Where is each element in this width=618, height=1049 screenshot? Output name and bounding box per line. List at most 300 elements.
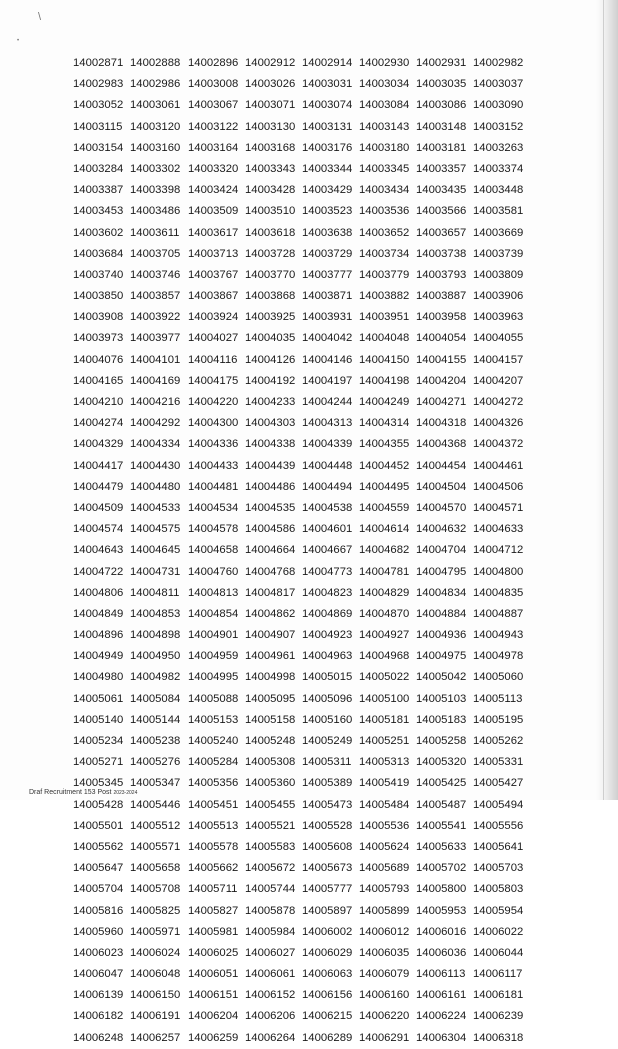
roll-number-cell: 14003031 [302, 78, 353, 91]
roll-number-cell: 14004244 [302, 396, 353, 408]
roll-number-cell: 14004813 [188, 586, 239, 599]
roll-number-cell: 14005647 [73, 862, 124, 875]
roll-number-cell: 14005953 [416, 904, 467, 917]
roll-number-cell: 14003684 [73, 247, 124, 260]
roll-number-cell: 14006139 [73, 989, 124, 1002]
roll-number-cell: 14005158 [245, 713, 296, 726]
roll-number-cell: 14004076 [73, 353, 124, 366]
roll-number-cell: 14004978 [473, 650, 524, 663]
page-edge-line [603, 0, 604, 800]
roll-number-cell: 14003963 [473, 311, 524, 324]
roll-number-cell: 14002912 [245, 57, 296, 69]
roll-number-cell: 14004509 [73, 501, 124, 514]
roll-number-cell: 14006289 [302, 1031, 353, 1044]
roll-number-cell: 14004907 [245, 629, 296, 642]
roll-number-cell: 14004829 [359, 586, 410, 599]
roll-number-cell: 14005800 [416, 883, 467, 896]
roll-number-cell: 14004461 [473, 459, 524, 472]
roll-number-cell: 14006257 [130, 1031, 181, 1044]
roll-number-cell: 14003581 [473, 205, 524, 218]
roll-number-cell: 14004336 [188, 438, 239, 451]
roll-number-cell: 14005446 [130, 798, 181, 811]
roll-number-cell: 14004157 [473, 353, 524, 366]
roll-number-cell: 14004169 [130, 374, 181, 387]
roll-number-cell: 14005022 [359, 671, 410, 684]
roll-number-cell: 14005345 [73, 777, 124, 790]
roll-number-cell: 14003705 [130, 247, 181, 260]
roll-number-cell: 14006304 [416, 1031, 467, 1044]
roll-number-cell: 14006036 [416, 946, 467, 959]
roll-number-cell: 14005689 [359, 862, 410, 875]
roll-number-cell: 14005251 [359, 735, 410, 747]
roll-number-cell: 14005311 [302, 756, 352, 769]
roll-number-cell: 14005971 [130, 925, 181, 938]
roll-number-cell: 14005425 [416, 777, 467, 790]
roll-number-cell: 14003143 [359, 120, 410, 133]
roll-number-cell: 14003740 [73, 268, 124, 281]
scan-dot: • [17, 38, 20, 44]
roll-number-cell: 14003074 [302, 99, 353, 112]
footer-year: 2023-2024 [113, 790, 138, 796]
roll-number-cell: 14006215 [302, 1010, 353, 1023]
roll-number-cell: 14003374 [473, 162, 524, 175]
roll-number-cell: 14003160 [130, 141, 181, 154]
roll-number-cell: 14004197 [302, 374, 353, 387]
roll-number-cell: 14004682 [359, 544, 410, 557]
roll-number-cell: 14005703 [473, 862, 524, 875]
roll-number-cell: 14003120 [130, 120, 181, 133]
roll-number-cell: 14003951 [359, 311, 410, 324]
roll-number-cell: 14004210 [73, 396, 124, 408]
roll-number-cell: 14005320 [416, 756, 467, 769]
roll-number-cell: 14006220 [359, 1010, 410, 1023]
roll-number-cell: 14004454 [416, 459, 467, 472]
roll-number-cell: 14005276 [130, 756, 181, 769]
roll-number-cell: 14006160 [359, 989, 410, 1002]
roll-number-cell: 14004795 [416, 565, 467, 578]
roll-number-cell: 14005711 [188, 883, 238, 896]
roll-number-cell: 14003302 [130, 162, 181, 175]
roll-number-cell: 14004817 [245, 586, 296, 599]
roll-number-cell: 14004943 [473, 629, 524, 642]
roll-number-cell: 14004781 [359, 565, 410, 578]
roll-number-cell: 14005428 [73, 798, 124, 811]
roll-number-cell: 14002982 [473, 57, 524, 69]
roll-number-cell: 14003037 [473, 78, 524, 91]
roll-number-cell: 14005641 [473, 840, 524, 853]
roll-number-cell: 14003746 [130, 268, 181, 281]
roll-number-cell: 14004433 [188, 459, 239, 472]
roll-number-cell: 14004027 [188, 332, 239, 345]
roll-number-cell: 14006048 [130, 968, 181, 981]
roll-number-cell: 14003652 [359, 226, 410, 239]
roll-number-cell: 14006117 [473, 968, 523, 981]
roll-number-cell: 14003867 [188, 290, 239, 303]
roll-number-cell: 14003871 [302, 290, 353, 303]
roll-number-cell: 14005513 [188, 819, 239, 832]
roll-number-grid [73, 53, 598, 1049]
roll-number-cell: 14005347 [130, 777, 181, 790]
roll-number-cell: 14005984 [245, 925, 296, 938]
roll-number-cell: 14004313 [302, 417, 353, 430]
roll-number-cell: 14004314 [359, 417, 410, 430]
roll-number-cell: 14005827 [188, 904, 239, 917]
roll-number-cell: 14003931 [302, 311, 353, 324]
roll-number-cell: 14005562 [73, 840, 124, 853]
roll-number-cell: 14006063 [302, 968, 353, 981]
roll-number-cell: 14003398 [130, 184, 181, 197]
roll-number-cell: 14004126 [245, 353, 296, 366]
roll-number-cell: 14005673 [302, 862, 353, 875]
roll-number-cell: 14003176 [302, 141, 353, 154]
roll-number-cell: 14005487 [416, 798, 467, 811]
roll-number-cell: 14004504 [416, 480, 467, 493]
roll-number-cell: 14004849 [73, 607, 124, 620]
roll-number-cell: 14006113 [416, 968, 466, 981]
roll-number-cell: 14006156 [302, 989, 353, 1002]
roll-number-cell: 14003739 [473, 247, 524, 260]
roll-number-cell: 14003061 [130, 99, 181, 112]
roll-number-cell: 14006151 [188, 989, 239, 1002]
roll-number-cell: 14003052 [73, 99, 124, 112]
roll-number-cell: 14004055 [473, 332, 524, 345]
roll-number-cell: 14005501 [73, 819, 124, 832]
roll-number-cell: 14006027 [245, 946, 296, 959]
roll-number-cell: 14004054 [416, 332, 467, 345]
roll-number-cell: 14005662 [188, 862, 239, 875]
roll-number-cell: 14004292 [130, 417, 181, 430]
roll-number-cell: 14003428 [245, 184, 296, 197]
roll-number-cell: 14003343 [245, 162, 296, 175]
roll-number-cell: 14005240 [188, 735, 239, 747]
roll-number-cell: 14003657 [416, 226, 467, 239]
roll-number-cell: 14005708 [130, 883, 181, 896]
roll-number-cell: 14004823 [302, 586, 353, 599]
roll-number-cell: 14004538 [302, 501, 353, 514]
roll-number-cell: 14005419 [359, 777, 410, 790]
roll-number-cell: 14003434 [359, 184, 410, 197]
roll-number-cell: 14004901 [188, 629, 239, 642]
roll-number-cell: 14003424 [188, 184, 239, 197]
roll-number-cell: 14004887 [473, 607, 524, 620]
roll-number-cell: 14003738 [416, 247, 467, 260]
roll-number-cell: 14004760 [188, 565, 239, 578]
roll-number-cell: 14003922 [130, 311, 181, 324]
roll-number-cell: 14004303 [245, 417, 296, 430]
roll-number-cell: 14004869 [302, 607, 353, 620]
roll-number-cell: 14003152 [473, 120, 524, 133]
roll-number-cell: 14006150 [130, 989, 181, 1002]
roll-number-cell: 14003793 [416, 268, 467, 281]
scan-mark: \ [38, 11, 42, 23]
roll-number-cell: 14004835 [473, 586, 524, 599]
roll-number-cell: 14004534 [188, 501, 239, 514]
roll-number-cell: 14004339 [302, 438, 353, 451]
roll-number-cell: 14005981 [188, 925, 239, 938]
roll-number-cell: 14005960 [73, 925, 124, 938]
roll-number-cell: 14003638 [302, 226, 353, 239]
roll-number-cell: 14004155 [416, 353, 467, 366]
roll-number-cell: 14005271 [73, 756, 124, 769]
roll-number-cell: 14003180 [359, 141, 410, 154]
roll-number-cell: 14005672 [245, 862, 296, 875]
roll-number-cell: 14003779 [359, 268, 410, 281]
roll-number-cell: 14003357 [416, 162, 467, 175]
roll-number-cell: 14006239 [473, 1010, 524, 1023]
roll-number-cell: 14005825 [130, 904, 181, 917]
roll-number-cell: 14006206 [245, 1010, 296, 1023]
roll-number-cell: 14004667 [302, 544, 353, 557]
roll-number-cell: 14004300 [188, 417, 239, 430]
roll-number-cell: 14004204 [416, 374, 467, 387]
roll-number-cell: 14004927 [359, 629, 410, 642]
roll-number-cell: 14003536 [359, 205, 410, 218]
roll-number-cell: 14005816 [73, 904, 124, 917]
roll-number-cell: 14004586 [245, 523, 296, 536]
roll-number-cell: 14005541 [416, 819, 467, 832]
roll-number-cell: 14004494 [302, 480, 353, 493]
roll-number-cell: 14004800 [473, 565, 524, 578]
roll-number-cell: 14004664 [245, 544, 296, 557]
roll-number-cell: 14006024 [130, 946, 181, 959]
roll-number-cell: 14003122 [188, 120, 239, 133]
roll-number-cell: 14004975 [416, 650, 467, 663]
roll-number-cell: 14004216 [130, 396, 181, 408]
roll-number-cell: 14004372 [473, 438, 524, 451]
roll-number-cell: 14003067 [188, 99, 239, 112]
roll-number-cell: 14004326 [473, 417, 524, 430]
roll-number-cell: 14003026 [245, 78, 296, 91]
roll-number-cell: 14004601 [302, 523, 353, 536]
roll-number-cell: 14003115 [73, 120, 123, 133]
roll-number-cell: 14004198 [359, 374, 410, 387]
roll-number-cell: 14004207 [473, 374, 524, 387]
roll-number-cell: 14003284 [73, 162, 124, 175]
roll-number-cell: 14005897 [302, 904, 353, 917]
roll-number-cell: 14005195 [473, 713, 524, 726]
roll-number-cell: 14004853 [130, 607, 181, 620]
roll-number-cell: 14004233 [245, 396, 296, 408]
page-edge-shadow [596, 0, 618, 800]
roll-number-cell: 14005284 [188, 756, 239, 769]
roll-number-cell: 14003387 [73, 184, 124, 197]
roll-number-cell: 14004165 [73, 374, 124, 387]
roll-number-cell: 14005578 [188, 840, 239, 853]
roll-number-cell: 14004480 [130, 480, 181, 493]
roll-number-cell: 14003713 [188, 247, 239, 260]
roll-number-cell: 14005113 [473, 692, 523, 705]
roll-number-cell: 14003181 [416, 141, 467, 154]
roll-number-cell: 14006224 [416, 1010, 467, 1023]
roll-number-cell: 14003734 [359, 247, 410, 260]
roll-number-cell: 14005658 [130, 862, 181, 875]
roll-number-cell: 14004355 [359, 438, 410, 451]
roll-number-cell: 14005153 [188, 713, 239, 726]
roll-number-cell: 14003035 [416, 78, 467, 91]
roll-number-cell: 14002871 [73, 57, 124, 69]
roll-number-cell: 14004980 [73, 671, 124, 684]
roll-number-cell: 14003882 [359, 290, 410, 303]
roll-number-cell: 14002888 [130, 57, 181, 69]
roll-number-cell: 14005015 [302, 671, 353, 684]
roll-number-cell: 14005528 [302, 819, 353, 832]
page-footer [29, 789, 137, 796]
roll-number-cell: 14004982 [130, 671, 181, 684]
roll-number-cell: 14003090 [473, 99, 524, 112]
roll-number-cell: 14005494 [473, 798, 524, 811]
roll-number-cell: 14004806 [73, 586, 124, 599]
roll-number-cell: 14003618 [245, 226, 296, 239]
roll-number-cell: 14004338 [245, 438, 296, 451]
roll-number-cell: 14004271 [416, 396, 467, 408]
roll-number-cell: 14004439 [245, 459, 296, 472]
roll-number-cell: 14004559 [359, 501, 410, 514]
roll-number-cell: 14004495 [359, 480, 410, 493]
roll-number-cell: 14003164 [188, 141, 239, 154]
roll-number-cell: 14006181 [473, 989, 524, 1002]
roll-number-cell: 14004146 [302, 353, 353, 366]
roll-number-cell: 14006002 [302, 925, 353, 938]
roll-number-cell: 14006044 [473, 946, 524, 959]
roll-number-cell: 14004923 [302, 629, 353, 642]
roll-number-cell: 14003767 [188, 268, 239, 281]
roll-number-cell: 14005248 [245, 735, 296, 747]
roll-number-cell: 14003887 [416, 290, 467, 303]
roll-number-cell: 14003084 [359, 99, 410, 112]
roll-number-cell: 14004533 [130, 501, 181, 514]
roll-number-cell: 14004220 [188, 396, 239, 408]
roll-number-cell: 14003320 [188, 162, 239, 175]
roll-number-cell: 14005095 [245, 692, 296, 705]
roll-number-cell: 14004430 [130, 459, 181, 472]
roll-number-cell: 14002931 [416, 57, 467, 69]
roll-number-cell: 14003924 [188, 311, 239, 324]
roll-number-cell: 14004368 [416, 438, 467, 451]
roll-number-cell: 14005536 [359, 819, 410, 832]
roll-number-cell: 14004712 [473, 544, 524, 557]
roll-number-cell: 14005084 [130, 692, 181, 705]
roll-number-cell: 14006023 [73, 946, 124, 959]
roll-number-cell: 14004150 [359, 353, 410, 366]
roll-number-cell: 14003448 [473, 184, 524, 197]
roll-number-cell: 14003617 [188, 226, 239, 239]
roll-number-cell: 14004479 [73, 480, 124, 493]
roll-number-cell: 14006047 [73, 968, 124, 981]
roll-number-cell: 14004574 [73, 523, 124, 536]
roll-number-cell: 14006248 [73, 1031, 124, 1044]
roll-number-cell: 14005556 [473, 819, 524, 832]
roll-number-cell: 14003566 [416, 205, 467, 218]
roll-number-cell: 14003429 [302, 184, 353, 197]
roll-number-cell: 14005262 [473, 735, 524, 747]
roll-number-cell: 14004417 [73, 459, 124, 472]
roll-number-cell: 14003906 [473, 290, 524, 303]
roll-number-cell: 14005249 [302, 735, 353, 747]
roll-number-cell: 14003263 [473, 141, 524, 154]
roll-number-cell: 14003154 [73, 141, 124, 154]
roll-number-cell: 14003168 [245, 141, 296, 154]
roll-number-cell: 14004448 [302, 459, 353, 472]
roll-number-cell: 14006291 [359, 1031, 410, 1044]
roll-number-cell: 14003510 [245, 205, 296, 218]
roll-number-cell: 14004570 [416, 501, 467, 514]
roll-number-cell: 14003728 [245, 247, 296, 260]
roll-number-cell: 14005183 [416, 713, 467, 726]
roll-number-cell: 14005144 [130, 713, 181, 726]
roll-number-cell: 14003344 [302, 162, 353, 175]
roll-number-cell: 14004834 [416, 586, 467, 599]
roll-number-cell: 14005360 [245, 777, 296, 790]
roll-number-cell: 14003729 [302, 247, 353, 260]
roll-number-cell: 14005100 [359, 692, 410, 705]
roll-number-cell: 14004578 [188, 523, 239, 536]
roll-number-cell: 14006152 [245, 989, 296, 1002]
roll-number-cell: 14004959 [188, 650, 239, 663]
roll-number-cell: 14003925 [245, 311, 296, 324]
roll-number-cell: 14003453 [73, 205, 124, 218]
roll-number-cell: 14004249 [359, 396, 410, 408]
roll-number-cell: 14004048 [359, 332, 410, 345]
roll-number-cell: 14003977 [130, 332, 181, 345]
roll-number-cell: 14005088 [188, 692, 239, 705]
roll-number-cell: 14005238 [130, 735, 181, 747]
roll-number-cell: 14005181 [359, 713, 410, 726]
roll-number-cell: 14005521 [245, 819, 296, 832]
roll-number-cell: 14004862 [245, 607, 296, 620]
roll-number-cell: 14005331 [473, 756, 524, 769]
roll-number-cell: 14004318 [416, 417, 467, 430]
roll-number-cell: 14004633 [473, 523, 524, 536]
roll-number-cell: 14003086 [416, 99, 467, 112]
roll-number-cell: 14004334 [130, 438, 181, 451]
roll-number-cell: 14003669 [473, 226, 524, 239]
roll-number-cell: 14004768 [245, 565, 296, 578]
roll-number-cell: 14004643 [73, 544, 124, 557]
roll-number-cell: 14006182 [73, 1010, 124, 1023]
roll-number-cell: 14003131 [302, 120, 353, 133]
roll-number-cell: 14004571 [473, 501, 524, 514]
roll-number-cell: 14006318 [473, 1031, 524, 1044]
roll-number-cell: 14005608 [302, 840, 353, 853]
roll-number-cell: 14003908 [73, 311, 124, 324]
roll-number-cell: 14004773 [302, 565, 353, 578]
roll-number-cell: 14005878 [245, 904, 296, 917]
roll-number-cell: 14005484 [359, 798, 410, 811]
roll-number-cell: 14006264 [245, 1031, 296, 1044]
roll-number-cell: 14006012 [359, 925, 410, 938]
roll-number-cell: 14005103 [416, 692, 467, 705]
roll-number-cell: 14004645 [130, 544, 181, 557]
roll-number-cell: 14003857 [130, 290, 181, 303]
roll-number-cell: 14004042 [302, 332, 353, 345]
roll-number-cell: 14002914 [302, 57, 353, 69]
roll-number-cell: 14006029 [302, 946, 353, 959]
roll-number-cell: 14005624 [359, 840, 410, 853]
roll-number-cell: 14002983 [73, 78, 124, 91]
roll-number-cell: 14005583 [245, 840, 296, 853]
roll-number-cell: 14004535 [245, 501, 296, 514]
roll-number-cell: 14006161 [416, 989, 467, 1002]
roll-number-cell: 14002896 [188, 57, 239, 69]
roll-number-cell: 14004274 [73, 417, 124, 430]
roll-number-cell: 14003130 [245, 120, 296, 133]
roll-number-cell: 14005451 [188, 798, 239, 811]
roll-number-cell: 14005744 [245, 883, 296, 896]
roll-number-cell: 14004192 [245, 374, 296, 387]
roll-number-cell: 14006191 [130, 1010, 181, 1023]
roll-number-cell: 14004896 [73, 629, 124, 642]
roll-number-cell: 14003958 [416, 311, 467, 324]
